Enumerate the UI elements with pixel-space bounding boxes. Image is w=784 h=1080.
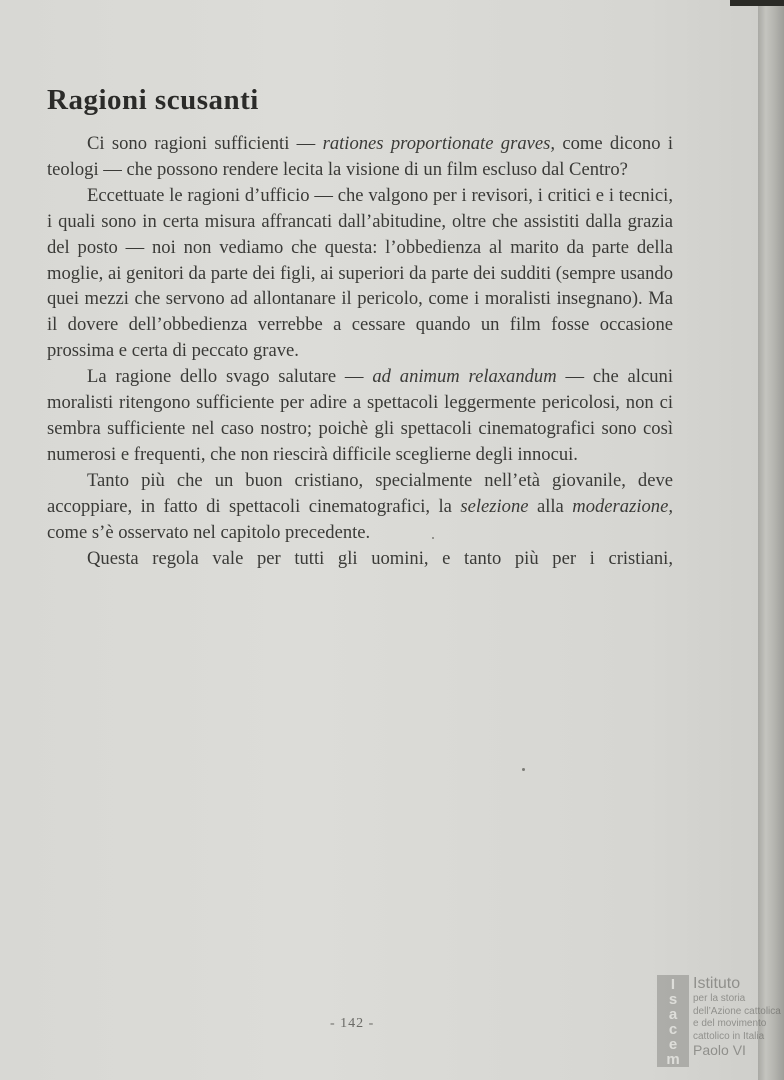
watermark-line: cattolico in Italia (693, 1030, 765, 1042)
paragraph (47, 183, 673, 364)
watermark-logo-letter: I (670, 976, 676, 993)
watermark-logo-letter: c (668, 1021, 678, 1038)
italic-phrase: ad animum relaxandum (372, 366, 557, 388)
watermark-footer: Paolo VI (693, 1042, 746, 1058)
watermark-logo-letter: m (666, 1051, 680, 1068)
paragraph (47, 131, 673, 183)
body-text (47, 131, 673, 571)
paragraph (47, 468, 673, 546)
italic-phrase: rationes proportionate graves, (322, 133, 556, 154)
text-run: alla (528, 495, 573, 517)
page-heading: Ragioni scusanti (47, 84, 259, 116)
page-edge-top (730, 0, 784, 6)
text-run: — che alcuni moralisti ritengono sufficiente per adire a spettacoli leggermente pericolosi, non ci sembra sufficiente nel caso nostro; poichè gli spettacoli cinematografici sono così numerosi e frequenti, che non riescirà difficile sceglierne degli innocui. (47, 366, 673, 465)
archive-watermark (657, 975, 781, 1067)
watermark-line: dell’Azione cattolica (693, 1005, 781, 1017)
watermark-title: Istituto (693, 975, 741, 992)
paragraph (47, 546, 673, 572)
watermark-line: e del movimento (693, 1018, 767, 1029)
paper-speck (432, 537, 434, 539)
text-run: La ragione dello svago salutare — (87, 366, 373, 388)
italic-phrase: moderazione, (572, 495, 673, 517)
watermark-text (693, 975, 783, 1057)
watermark-lines (693, 993, 783, 1043)
watermark-logo (657, 975, 689, 1067)
watermark-logo-letter: a (668, 1006, 678, 1023)
text-run: come s’è osservato nel capitolo precedente. (47, 521, 371, 543)
paper-speck (522, 768, 525, 771)
watermark-logo-letter: s (668, 991, 678, 1008)
watermark-line: per la storia (693, 993, 746, 1004)
page-edge (758, 0, 784, 1080)
italic-phrase: selezione (460, 495, 529, 517)
text-run: Ci sono ragioni sufficienti — (87, 133, 323, 154)
page-number: - 142 - (330, 1016, 375, 1031)
text-run: come dicono i teologi — che possono rendere lecita la visione di un film escluso dal Centro? (47, 133, 674, 180)
paragraph (47, 364, 673, 468)
text-run: Questa regola vale per tutti gli uomini, e tanto più per i cristiani, (87, 547, 673, 569)
watermark-logo-letter: e (668, 1036, 678, 1053)
text-run: Eccettuate le ragioni d’ufficio — che valgono per i revisori, i critici e i tecnici, i quali sono in certa misura affrancati dall’abitudine, oltre che assistiti dalla grazia del posto — noi non vediamo che questa: l’obbedienza al marito da parte della moglie, ai genitori da parte dei figli, ai superiori da parte dei sudditi (sempre usando quei mezzi che servono ad allontanare il pericolo, come i moralisti insegnano). Ma il dovere dell’obbedienza verrebbe a cessare quando un film fosse occasione prossima e certa di peccato grave. (47, 184, 673, 362)
text-run: Tanto più che un buon cristiano, specialmente nell’età giovanile, deve accoppiare, in fatto di spettacoli cinematografici, la (47, 469, 673, 517)
